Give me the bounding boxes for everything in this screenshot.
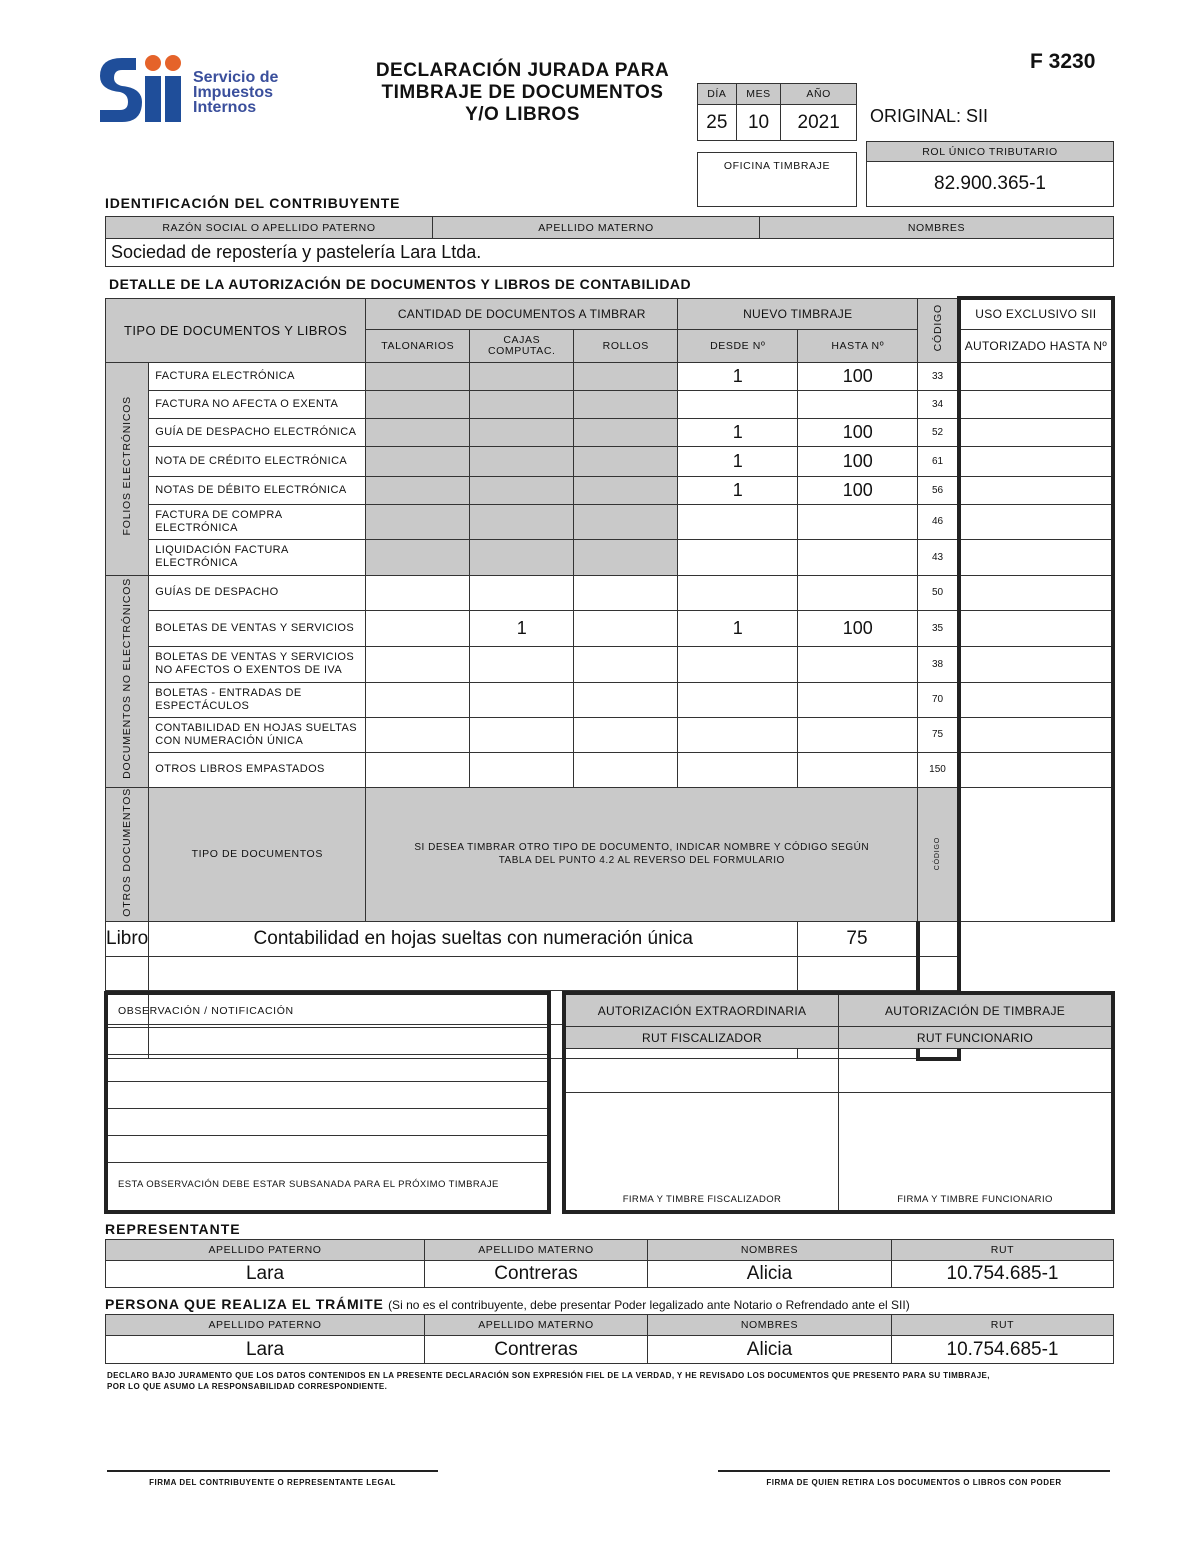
otros-tipo-field[interactable]: Libro <box>106 922 149 957</box>
nuevo-timbraje-header: NUEVO TIMBRAJE <box>678 298 918 329</box>
rollos-field[interactable] <box>574 446 678 476</box>
desde-field[interactable] <box>678 575 798 610</box>
cajas-field[interactable]: 1 <box>470 610 574 646</box>
rep-nombres-field[interactable]: Alicia <box>648 1261 892 1288</box>
cantidad-header: CANTIDAD DE DOCUMENTOS A TIMBRAR <box>366 298 678 329</box>
codigo-value: 150 <box>918 752 959 787</box>
talonarios-field[interactable] <box>366 682 470 717</box>
document-label: FACTURA DE COMPRA ELECTRÓNICA <box>149 504 366 539</box>
firma-retira-line[interactable] <box>718 1470 1110 1487</box>
desde-field[interactable] <box>678 539 798 575</box>
date-box <box>697 83 857 141</box>
desde-field[interactable] <box>678 752 798 787</box>
cajas-field[interactable] <box>470 682 574 717</box>
document-label: BOLETAS - ENTRADAS DE ESPECTÁCULOS <box>149 682 366 717</box>
per-rut-header: RUT <box>892 1315 1114 1336</box>
talonarios-field[interactable] <box>366 752 470 787</box>
rollos-field[interactable] <box>574 418 678 446</box>
rep-rut-field[interactable]: 10.754.685-1 <box>892 1261 1114 1288</box>
talonarios-field[interactable] <box>366 476 470 504</box>
autorizado-field <box>959 418 1113 446</box>
group-otros: OTROS DOCUMENTOS <box>106 787 149 922</box>
per-rut-field[interactable]: 10.754.685-1 <box>892 1336 1114 1364</box>
rut-label: ROL ÚNICO TRIBUTARIO <box>867 142 1113 162</box>
observacion-line[interactable] <box>108 1136 547 1163</box>
mes-field[interactable]: 10 <box>736 105 781 141</box>
title-line-2: TIMBRAJE DE DOCUMENTOS <box>381 82 664 103</box>
hasta-field[interactable]: 100 <box>798 610 918 646</box>
rollos-header: ROLLOS <box>574 329 678 362</box>
document-row <box>106 476 1114 504</box>
talonarios-field[interactable] <box>366 418 470 446</box>
logo-line-3: Internos <box>193 99 257 116</box>
razon-social-field[interactable]: Sociedad de repostería y pastelería Lara Ltda. <box>106 239 1114 267</box>
anio-label: AÑO <box>781 84 857 105</box>
observacion-box <box>104 991 551 1214</box>
document-row <box>106 539 1114 575</box>
rut-funcionario-header: RUT FUNCIONARIO <box>839 1027 1111 1048</box>
cajas-field[interactable] <box>470 362 574 390</box>
rut-box <box>866 141 1114 207</box>
codigo-value: 75 <box>918 717 959 752</box>
declaracion-line-2: POR LO QUE ASUMO LA RESPONSABILIDAD CORRESPONDIENTE. <box>107 1382 388 1391</box>
document-row <box>106 504 1114 539</box>
codigo-value: 52 <box>918 418 959 446</box>
codigo-value: 50 <box>918 575 959 610</box>
desde-field[interactable]: 1 <box>678 610 798 646</box>
observacion-line[interactable] <box>108 1082 547 1109</box>
desde-header: DESDE Nº <box>678 329 798 362</box>
section-representante: REPRESENTANTE <box>105 1221 241 1237</box>
desde-field[interactable]: 1 <box>678 362 798 390</box>
desde-field[interactable]: 1 <box>678 418 798 446</box>
desde-field[interactable] <box>678 504 798 539</box>
hasta-field[interactable] <box>798 752 918 787</box>
document-label: GUÍAS DE DESPACHO <box>149 575 366 610</box>
document-row <box>106 646 1114 682</box>
observacion-title: OBSERVACIÓN / NOTIFICACIÓN <box>108 995 547 1028</box>
talonarios-field[interactable] <box>366 362 470 390</box>
detalle-table <box>105 296 1115 1061</box>
cajas-header: CAJAS COMPUTAC. <box>470 329 574 362</box>
dia-label: DÍA <box>698 84 737 105</box>
per-nombres-field[interactable]: Alicia <box>648 1336 892 1364</box>
rollos-field[interactable] <box>574 539 678 575</box>
per-materno-field[interactable]: Contreras <box>425 1336 648 1364</box>
uso-exclusivo-header: USO EXCLUSIVO SII <box>959 298 1113 329</box>
cajas-field[interactable] <box>470 390 574 418</box>
cajas-field[interactable] <box>470 575 574 610</box>
rep-materno-field[interactable]: Contreras <box>425 1261 648 1288</box>
rep-paterno-header: APELLIDO PATERNO <box>106 1240 425 1261</box>
section-persona <box>105 1296 910 1314</box>
sii-logo-mark <box>98 54 188 126</box>
talonarios-field[interactable] <box>366 646 470 682</box>
autorizado-field <box>959 362 1113 390</box>
hasta-field[interactable] <box>798 390 918 418</box>
document-label: NOTAS DE DÉBITO ELECTRÓNICA <box>149 476 366 504</box>
persona-table <box>105 1314 1114 1364</box>
document-row <box>106 752 1114 787</box>
razon-social-header: RAZÓN SOCIAL O APELLIDO PATERNO <box>106 217 433 239</box>
autorizacion-box <box>562 991 1115 1214</box>
per-materno-header: APELLIDO MATERNO <box>425 1315 648 1336</box>
document-row <box>106 390 1114 418</box>
rep-rut-header: RUT <box>892 1240 1114 1261</box>
desde-field[interactable] <box>678 646 798 682</box>
mes-label: MES <box>736 84 781 105</box>
title-line-1: DECLARACIÓN JURADA PARA <box>375 60 670 81</box>
apellido-materno-header: APELLIDO MATERNO <box>433 217 760 239</box>
observacion-line[interactable] <box>108 1028 547 1055</box>
anio-field[interactable]: 2021 <box>781 105 857 141</box>
rut-fiscalizador-field[interactable] <box>566 1049 839 1092</box>
cajas-field[interactable] <box>470 752 574 787</box>
cajas-field[interactable] <box>470 476 574 504</box>
document-row <box>106 362 1114 390</box>
sii-logo <box>98 54 298 126</box>
representante-table <box>105 1239 1114 1288</box>
per-nombres-header: NOMBRES <box>648 1315 892 1336</box>
talonarios-field[interactable] <box>366 717 470 752</box>
codigo-value: 38 <box>918 646 959 682</box>
oficina-timbraje-box[interactable] <box>697 152 857 207</box>
hasta-field[interactable] <box>798 504 918 539</box>
firma-contribuyente-line[interactable] <box>107 1470 438 1487</box>
logo-line-1: Servicio de <box>193 69 279 86</box>
title-line-3: Y/O LIBROS <box>465 104 580 125</box>
codigo-value: 46 <box>918 504 959 539</box>
logo-line-2: Impuestos <box>193 84 274 101</box>
document-label: NOTA DE CRÉDITO ELECTRÓNICA <box>149 446 366 476</box>
document-row <box>106 610 1114 646</box>
observacion-line[interactable] <box>108 1109 547 1136</box>
talonarios-header: TALONARIOS <box>366 329 470 362</box>
cajas-field[interactable] <box>470 504 574 539</box>
sii-cell <box>918 922 959 957</box>
document-row <box>106 717 1114 752</box>
rollos-field[interactable] <box>574 362 678 390</box>
rollos-field[interactable] <box>574 610 678 646</box>
autorizado-field <box>959 504 1113 539</box>
hasta-header: HASTA Nº <box>798 329 918 362</box>
hasta-field[interactable] <box>798 717 918 752</box>
document-label: OTROS LIBROS EMPASTADOS <box>149 752 366 787</box>
group-no-electronicos: DOCUMENTOS NO ELECTRÓNICOS <box>106 575 149 787</box>
desde-field[interactable] <box>678 717 798 752</box>
cajas-field[interactable] <box>470 646 574 682</box>
rollos-field[interactable] <box>574 682 678 717</box>
talonarios-field[interactable] <box>366 504 470 539</box>
document-label: BOLETAS DE VENTAS Y SERVICIOS NO AFECTOS O EXENTOS DE IVA <box>149 646 366 682</box>
cajas-field[interactable] <box>470 539 574 575</box>
firma-funcionario-label: FIRMA Y TIMBRE FUNCIONARIO <box>897 1194 1053 1205</box>
rut-funcionario-field[interactable] <box>839 1049 1111 1092</box>
rollos-field[interactable] <box>574 717 678 752</box>
autorizado-field <box>959 575 1113 610</box>
per-paterno-field[interactable]: Lara <box>106 1336 425 1364</box>
desde-field[interactable]: 1 <box>678 446 798 476</box>
document-label: CONTABILIDAD EN HOJAS SUELTAS CON NUMERACIÓN ÚNICA <box>149 717 366 752</box>
cajas-field[interactable] <box>470 717 574 752</box>
firma-fiscalizador-area[interactable] <box>566 1093 839 1210</box>
document-row <box>106 575 1114 610</box>
observacion-footer: ESTA OBSERVACIÓN DEBE ESTAR SUBSANADA PARA EL PRÓXIMO TIMBRAJE <box>118 1179 499 1190</box>
talonarios-field[interactable] <box>366 575 470 610</box>
otros-desc-field[interactable]: Contabilidad en hojas sueltas con numeración única <box>149 922 798 957</box>
dia-field[interactable]: 25 <box>698 105 737 141</box>
hasta-field[interactable]: 100 <box>798 362 918 390</box>
section-detalle: DETALLE DE LA AUTORIZACIÓN DE DOCUMENTOS Y LIBROS DE CONTABILIDAD <box>109 276 692 292</box>
desde-field[interactable]: 1 <box>678 476 798 504</box>
autorizado-field <box>959 539 1113 575</box>
autorizacion-extraordinaria-title: AUTORIZACIÓN EXTRAORDINARIA <box>566 995 839 1026</box>
nombres-header: NOMBRES <box>760 217 1114 239</box>
hasta-field[interactable] <box>798 646 918 682</box>
rollos-field[interactable] <box>574 646 678 682</box>
document-label: BOLETAS DE VENTAS Y SERVICIOS <box>149 610 366 646</box>
rollos-field[interactable] <box>574 504 678 539</box>
rep-materno-header: APELLIDO MATERNO <box>425 1240 648 1261</box>
talonarios-field[interactable] <box>366 539 470 575</box>
talonarios-field[interactable] <box>366 610 470 646</box>
document-label: LIQUIDACIÓN FACTURA ELECTRÓNICA <box>149 539 366 575</box>
talonarios-field[interactable] <box>366 446 470 476</box>
otros-codigo-field[interactable] <box>798 957 918 991</box>
hasta-field[interactable]: 100 <box>798 418 918 446</box>
hasta-field[interactable] <box>798 575 918 610</box>
autorizacion-timbraje-title: AUTORIZACIÓN DE TIMBRAJE <box>839 995 1111 1026</box>
autorizado-field <box>959 446 1113 476</box>
hasta-field[interactable] <box>798 539 918 575</box>
document-label: GUÍA DE DESPACHO ELECTRÓNICA <box>149 418 366 446</box>
autorizado-header: AUTORIZADO HASTA Nº <box>959 329 1113 362</box>
rollos-field[interactable] <box>574 476 678 504</box>
document-row <box>106 418 1114 446</box>
hasta-field[interactable]: 100 <box>798 476 918 504</box>
hasta-field[interactable] <box>798 682 918 717</box>
codigo-value: 43 <box>918 539 959 575</box>
otros-desc-header: SI DESEA TIMBRAR OTRO TIPO DE DOCUMENTO, INDICAR NOMBRE Y CÓDIGO SEGÚN TABLA DEL PUNTO 4.2 AL REVERSO DEL FORMULARIO <box>366 787 918 922</box>
autorizado-field <box>959 390 1113 418</box>
autorizado-field <box>959 717 1113 752</box>
contribuyente-table <box>105 216 1114 267</box>
codigo-value: 56 <box>918 476 959 504</box>
sii-cell <box>918 957 959 991</box>
document-row <box>106 446 1114 476</box>
codigo-value: 35 <box>918 610 959 646</box>
codigo-value: 70 <box>918 682 959 717</box>
codigo-value: 61 <box>918 446 959 476</box>
rep-nombres-header: NOMBRES <box>648 1240 892 1261</box>
autorizado-field <box>959 752 1113 787</box>
otros-tipo-field[interactable] <box>106 957 149 991</box>
per-paterno-header: APELLIDO PATERNO <box>106 1315 425 1336</box>
autorizado-field <box>959 682 1113 717</box>
codigo-value: 34 <box>918 390 959 418</box>
tipo-documentos-header: TIPO DE DOCUMENTOS Y LIBROS <box>106 298 366 362</box>
document-label: FACTURA NO AFECTA O EXENTA <box>149 390 366 418</box>
document-label: FACTURA ELECTRÓNICA <box>149 362 366 390</box>
rollos-field[interactable] <box>574 575 678 610</box>
codigo-header: CÓDIGO <box>918 298 959 362</box>
otros-codigo-field[interactable]: 75 <box>798 922 918 957</box>
rep-paterno-field[interactable]: Lara <box>106 1261 425 1288</box>
firma-retira-label: FIRMA DE QUIEN RETIRA LOS DOCUMENTOS O LIBROS CON PODER <box>766 1478 1062 1487</box>
rollos-field[interactable] <box>574 390 678 418</box>
desde-field[interactable] <box>678 390 798 418</box>
original-label: ORIGINAL: SII <box>870 106 989 126</box>
autorizado-field <box>959 646 1113 682</box>
firma-fiscalizador-label: FIRMA Y TIMBRE FISCALIZADOR <box>622 1194 782 1205</box>
section-identificacion: IDENTIFICACIÓN DEL CONTRIBUYENTE <box>105 195 401 211</box>
cajas-field[interactable] <box>470 418 574 446</box>
desde-field[interactable] <box>678 682 798 717</box>
rut-fiscalizador-header: RUT FISCALIZADOR <box>566 1027 839 1048</box>
autorizado-field <box>959 476 1113 504</box>
otros-desc-field[interactable] <box>149 957 798 991</box>
hasta-field[interactable]: 100 <box>798 446 918 476</box>
firma-funcionario-area[interactable] <box>839 1093 1111 1210</box>
otros-codigo-header: CÓDIGO <box>918 787 959 922</box>
firma-contribuyente-label: FIRMA DEL CONTRIBUYENTE O REPRESENTANTE LEGAL <box>149 1478 396 1487</box>
rollos-field[interactable] <box>574 752 678 787</box>
group-folios: FOLIOS ELECTRÓNICOS <box>106 362 149 575</box>
document-row <box>106 682 1114 717</box>
otros-row <box>106 922 1114 957</box>
otros-row <box>106 957 1114 991</box>
oficina-label: OFICINA TIMBRAJE <box>723 160 831 172</box>
codigo-value: 33 <box>918 362 959 390</box>
talonarios-field[interactable] <box>366 390 470 418</box>
form-code: F 3230 <box>1030 50 1096 73</box>
autorizado-field <box>959 610 1113 646</box>
persona-note: (Si no es el contribuyente, debe presentar Poder legalizado ante Notario o Refrendado ante el SII) <box>388 1298 910 1312</box>
observacion-line[interactable] <box>108 1055 547 1082</box>
cajas-field[interactable] <box>470 446 574 476</box>
form-title <box>350 60 695 126</box>
sii-cell <box>959 787 1113 922</box>
declaracion-text <box>107 1370 1107 1392</box>
otros-tipo-header: TIPO DE DOCUMENTOS <box>149 787 366 922</box>
declaracion-line-1: DECLARO BAJO JURAMENTO QUE LOS DATOS CONTENIDOS EN LA PRESENTE DECLARACIÓN SON EXPRESIÓN FIEL DE LA VERDAD, Y HE REVISADO LOS DOCUMENTOS QUE PRESENTO PARA SU TIMBRAJE, <box>107 1371 990 1380</box>
rut-value[interactable]: 82.900.365-1 <box>934 173 1046 194</box>
persona-title: PERSONA QUE REALIZA EL TRÁMITE <box>105 1296 384 1312</box>
